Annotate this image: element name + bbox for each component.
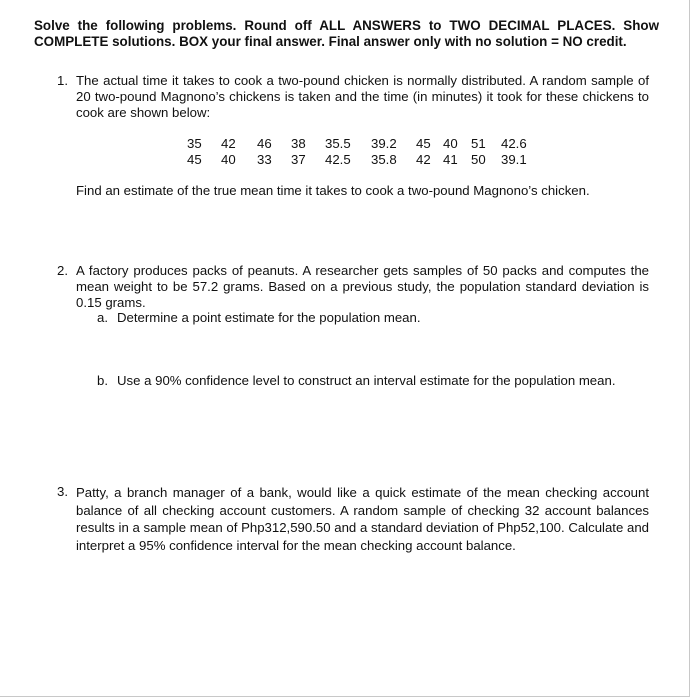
data-value: 40 (443, 136, 458, 151)
data-value: 45 (416, 136, 431, 151)
data-value: 42.5 (325, 152, 351, 167)
problem-1-text: The actual time it takes to cook a two-pound chicken is normally distributed. A random sample of 20 two-pound Magnono’s chickens is taken and the time (in minutes) it took for these chickens to cook are shown below: (76, 73, 649, 120)
data-value: 41 (443, 152, 458, 167)
data-value: 46 (257, 136, 272, 151)
data-value: 51 (471, 136, 486, 151)
problem-3-number: 3. (57, 484, 68, 499)
data-value: 33 (257, 152, 272, 167)
instructions-header: Solve the following problems. Round off ALL ANSWERS to TWO DECIMAL PLACES. Show COMPLETE solutions. BOX your final answer. Final answer only with no solution = NO credit. (34, 18, 659, 49)
data-value: 37 (291, 152, 306, 167)
data-value: 50 (471, 152, 486, 167)
data-value: 35.8 (371, 152, 397, 167)
problem-1-number: 1. (57, 73, 68, 88)
data-value: 42.6 (501, 136, 527, 151)
data-value: 38 (291, 136, 306, 151)
problem-2-number: 2. (57, 263, 68, 278)
problem-1-data-row-2 (187, 152, 527, 168)
data-value: 35.5 (325, 136, 351, 151)
problem-3-text: Patty, a branch manager of a bank, would like a quick estimate of the mean checking account balance of all checking account customers. A random sample of checking 32 account balances results in a sample mean of Php312,590.50 and a standard deviation of Php52,100. Calculate and interpret a 95% confidence interval for the mean checking account balance. (76, 485, 649, 553)
data-value: 39.2 (371, 136, 397, 151)
problem-2a-text: Determine a point estimate for the population mean. (117, 310, 421, 325)
problem-1-data-row-1 (187, 136, 527, 152)
data-value: 39.1 (501, 152, 527, 167)
data-value: 45 (187, 152, 202, 167)
problem-1-question: Find an estimate of the true mean time it takes to cook a two-pound Magnono’s chicken. (76, 183, 590, 198)
data-value: 42 (416, 152, 431, 167)
problem-2-text: A factory produces packs of peanuts. A researcher gets samples of 50 packs and computes the mean weight to be 57.2 grams. Based on a previous study, the population standard deviation is 0.15 grams. (76, 263, 649, 310)
data-value: 40 (221, 152, 236, 167)
problem-2a-letter: a. (97, 310, 108, 325)
problem-2b-letter: b. (97, 373, 108, 388)
data-value: 42 (221, 136, 236, 151)
data-value: 35 (187, 136, 202, 151)
problem-2b-text: Use a 90% confidence level to construct an interval estimate for the population mean. (117, 373, 616, 388)
